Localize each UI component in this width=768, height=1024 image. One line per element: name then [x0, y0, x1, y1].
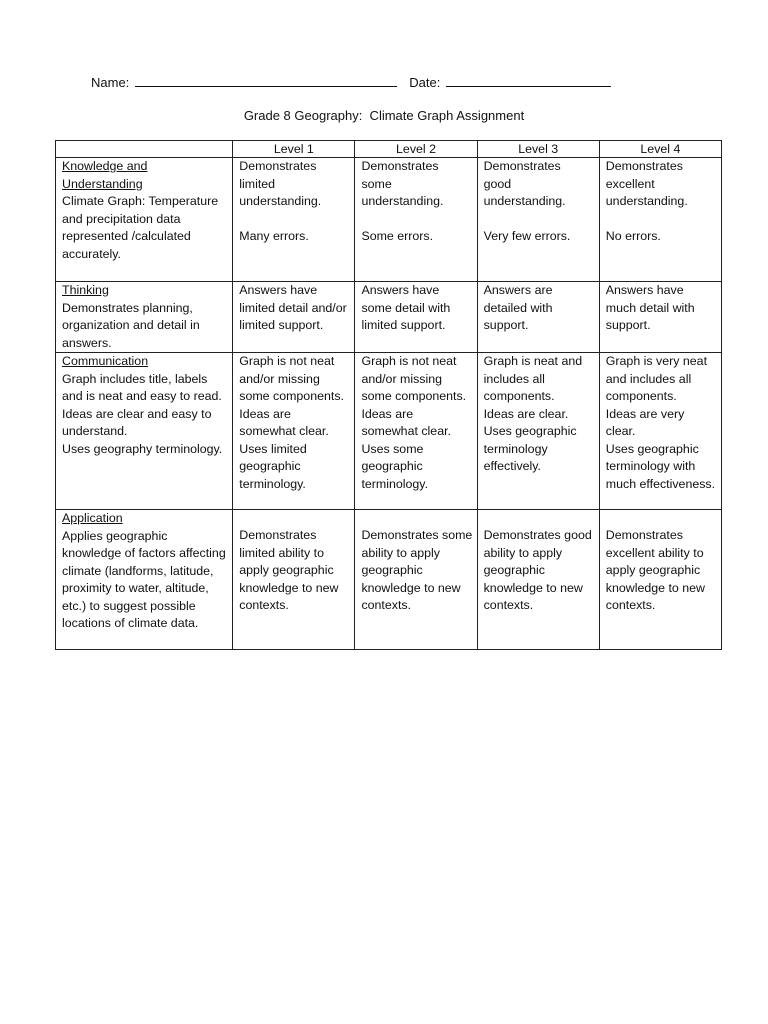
level-cell [477, 158, 599, 282]
level-description: Graph is very neat and includes all components. Ideas are very clear. Uses geographic terminology with much effectiveness. [605, 354, 716, 491]
level-cell [477, 353, 599, 510]
criterion-category: Application [62, 511, 123, 525]
criterion-description: Applies geographic knowledge of factors affecting climate (landforms, latitude, proximity to water, altitude, etc.) to suggest possible locations of climate data. [62, 528, 226, 630]
level-cell [599, 353, 721, 510]
criterion-category: Knowledge and Understanding [62, 159, 148, 191]
level-cell [599, 282, 721, 353]
level-description: Graph is not neat and/or missing some components. Ideas are somewhat clear. Uses some geographic terminology. [361, 354, 467, 491]
level-description: Graph is neat and includes all components. Ideas are clear. Uses geographic terminology effectively. [483, 354, 583, 473]
level-description: Demonstrates limited understanding. [239, 159, 322, 208]
corner-cell [56, 141, 233, 158]
level-header: Level 1 [233, 141, 355, 158]
level-header: Level 4 [599, 141, 721, 158]
criterion-cell [56, 353, 233, 510]
criterion-description: Demonstrates planning, organization and detail in answers. [62, 300, 200, 350]
level-description: Demonstrates excellent ability to apply geographic knowledge to new contexts. [605, 528, 705, 612]
level-header-row [56, 141, 722, 158]
date-blank [446, 74, 611, 87]
level-cell [233, 158, 355, 282]
level-description: Demonstrates limited ability to apply geographic knowledge to new contexts. [239, 528, 339, 612]
level-description: Demonstrates good understanding. [483, 159, 566, 208]
level-cell [599, 158, 721, 282]
criterion-description: Graph includes title, labels and is neat and easy to read. Ideas are clear and easy to understand. Uses geography terminology. [62, 371, 223, 456]
table-row [56, 510, 722, 650]
level-errors: Many errors. [239, 228, 309, 243]
level-cell [599, 510, 721, 650]
rubric-table [55, 140, 722, 650]
level-description: Demonstrates some understanding. [361, 159, 444, 208]
level-errors: Very few errors. [483, 228, 571, 243]
level-description: Answers have some detail with limited support. [361, 283, 451, 332]
level-cell [355, 510, 477, 650]
criterion-category: Thinking [62, 283, 109, 297]
date-label: Date: [409, 75, 441, 90]
level-header: Level 2 [355, 141, 477, 158]
level-description: Demonstrates good ability to apply geographic knowledge to new contexts. [483, 528, 592, 612]
name-date-line [91, 74, 611, 90]
level-cell [355, 353, 477, 510]
table-row [56, 353, 722, 510]
level-description: Demonstrates some ability to apply geographic knowledge to new contexts. [361, 528, 473, 612]
level-cell [233, 510, 355, 650]
level-cell [355, 282, 477, 353]
level-cell [355, 158, 477, 282]
level-errors: No errors. [605, 228, 661, 243]
name-label: Name: [91, 75, 130, 90]
criterion-cell [56, 158, 233, 282]
level-cell [233, 353, 355, 510]
table-row [56, 158, 722, 282]
name-blank [135, 74, 397, 87]
level-description: Answers have much detail with support. [605, 283, 695, 332]
criterion-cell [56, 282, 233, 353]
criterion-description: Climate Graph: Temperature and precipitation data represented /calculated accurately. [62, 194, 219, 261]
level-description: Answers have limited detail and/or limited support. [239, 283, 347, 332]
table-row [56, 282, 722, 353]
level-cell [477, 282, 599, 353]
level-description: Graph is not neat and/or missing some components. Ideas are somewhat clear. Uses limited geographic terminology. [239, 354, 344, 491]
level-header: Level 3 [477, 141, 599, 158]
criterion-category: Communication [62, 354, 149, 368]
assignment-title-text: Grade 8 Geography: Climate Graph Assignment [243, 108, 525, 123]
assignment-title [0, 108, 768, 123]
level-cell [233, 282, 355, 353]
criterion-cell [56, 510, 233, 650]
level-errors: Some errors. [361, 228, 434, 243]
level-description: Demonstrates excellent understanding. [605, 159, 688, 208]
level-description: Answers are detailed with support. [483, 283, 553, 332]
level-cell [477, 510, 599, 650]
